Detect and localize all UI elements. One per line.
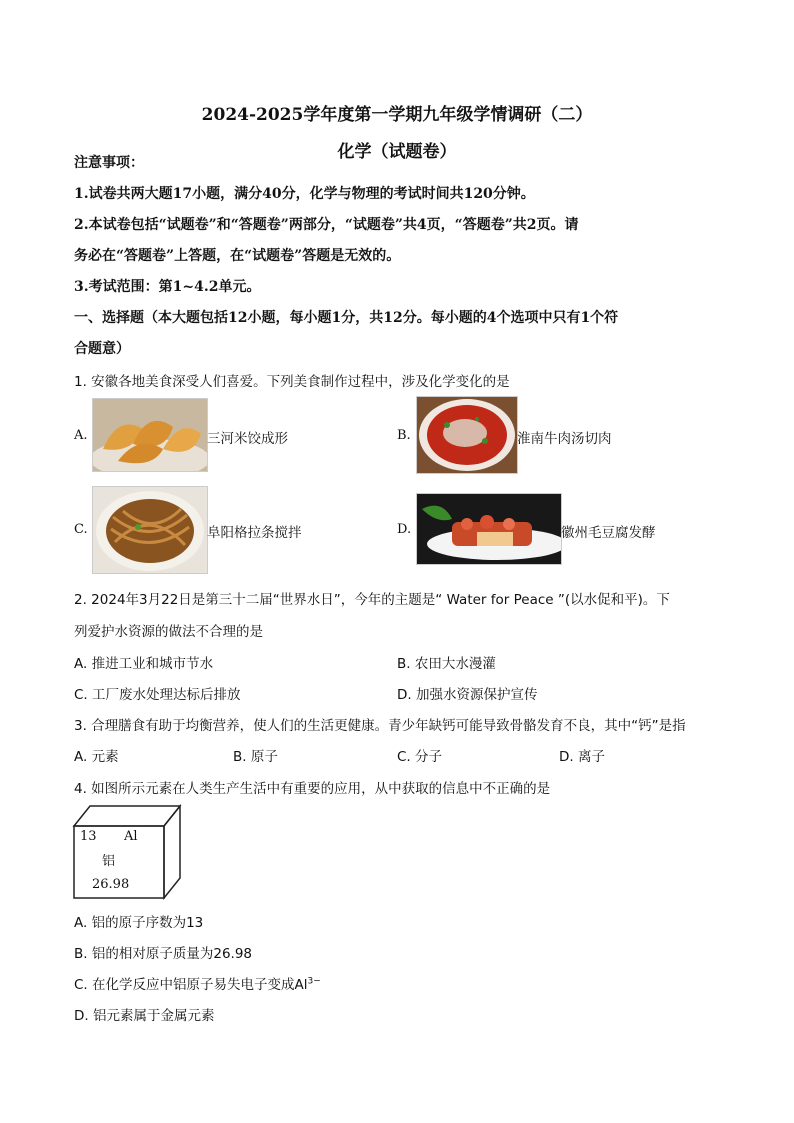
q3-option-b: B. 原子 — [233, 749, 278, 765]
q1-option-c-text: 阜阳格拉条搅拌 — [207, 525, 302, 541]
notes-item-2-line-2: 务必在“答题卷”上答题，在“试题卷”答题是无效的。 — [74, 248, 401, 264]
noodles-image — [92, 486, 208, 574]
q1-option-b-letter: B. — [397, 428, 411, 443]
question-3-stem: 3. 合理膳食有助于均衡营养，使人们的生活更健康。青少年缺钙可能导致骨骼发育不良，其中“钙”是指 — [74, 718, 686, 734]
q3-option-c: C. 分子 — [397, 749, 443, 765]
q1-option-d-letter: D. — [397, 522, 412, 537]
q4-option-b: B. 铝的相对原子质量为26.98 — [74, 946, 253, 962]
page-title: 2024-2025学年度第一学期九年级学情调研（二） — [201, 105, 593, 125]
section-heading-line-1: 一、选择题（本大题包括12小题，每小题1分，共12分。每小题的4个选项中只有1个符 — [74, 310, 619, 326]
q1-option-a-text: 三河米饺成形 — [207, 431, 288, 447]
element-name: 铝 — [102, 854, 116, 869]
question-2-stem-line-2: 列爱护水资源的做法不合理的是 — [74, 624, 263, 640]
q2-option-b: B. 农田大水漫灌 — [397, 656, 496, 672]
question-1-stem: 1. 安徽各地美食深受人们喜爱。下列美食制作过程中，涉及化学变化的是 — [74, 374, 510, 390]
q2-option-d: D. 加强水资源保护宣传 — [397, 687, 538, 703]
q3-option-a: A. 元素 — [74, 749, 119, 765]
dumplings-image — [92, 398, 208, 472]
page-subtitle: 化学（试题卷） — [337, 142, 457, 162]
element-atomic-mass: 26.98 — [92, 877, 130, 892]
q1-option-a-letter: A. — [74, 428, 88, 443]
q4-option-d: D. 铝元素属于金属元素 — [74, 1008, 215, 1024]
q1-option-b-text: 淮南牛肉汤切肉 — [517, 431, 612, 447]
notes-item-1: 1.试卷共两大题17小题，满分40分，化学与物理的考试时间共120分钟。 — [74, 186, 535, 202]
q4-option-c: C. 在化学反应中铝原子易失电子变成$Al^{3-}$ — [74, 976, 321, 993]
notes-item-2-line-1: 2.本试卷包括“试题卷”和“答题卷”两部分，“试题卷”共4页，“答题卷”共2页。请 — [74, 217, 579, 233]
q1-option-c-letter: C. — [74, 522, 88, 537]
tofu-image — [416, 493, 562, 565]
q2-option-a: A. 推进工业和城市节水 — [74, 656, 214, 672]
question-4-stem: 4. 如图所示元素在人类生产生活中有重要的应用，从中获取的信息中不正确的是 — [74, 781, 551, 797]
notes-heading: 注意事项： — [74, 155, 144, 171]
q2-option-c: C. 工厂废水处理达标后排放 — [74, 687, 241, 703]
beef-soup-image — [416, 396, 518, 474]
section-heading-line-2: 合题意） — [74, 341, 130, 357]
q4-option-a: A. 铝的原子序数为13 — [74, 915, 204, 931]
q1-option-d-text: 徽州毛豆腐发酵 — [561, 525, 656, 541]
question-2-stem-line-1: 2. 2024年3月22日是第三十二届“世界水日”，今年的主题是“ Water for Peace ”(以水促和平)。下 — [74, 592, 670, 608]
element-symbol: Al — [124, 829, 138, 844]
q3-option-d: D. 离子 — [559, 749, 605, 765]
element-atomic-number: 13 — [80, 829, 97, 844]
notes-item-3: 3.考试范围：第1~4.2单元。 — [74, 279, 261, 295]
